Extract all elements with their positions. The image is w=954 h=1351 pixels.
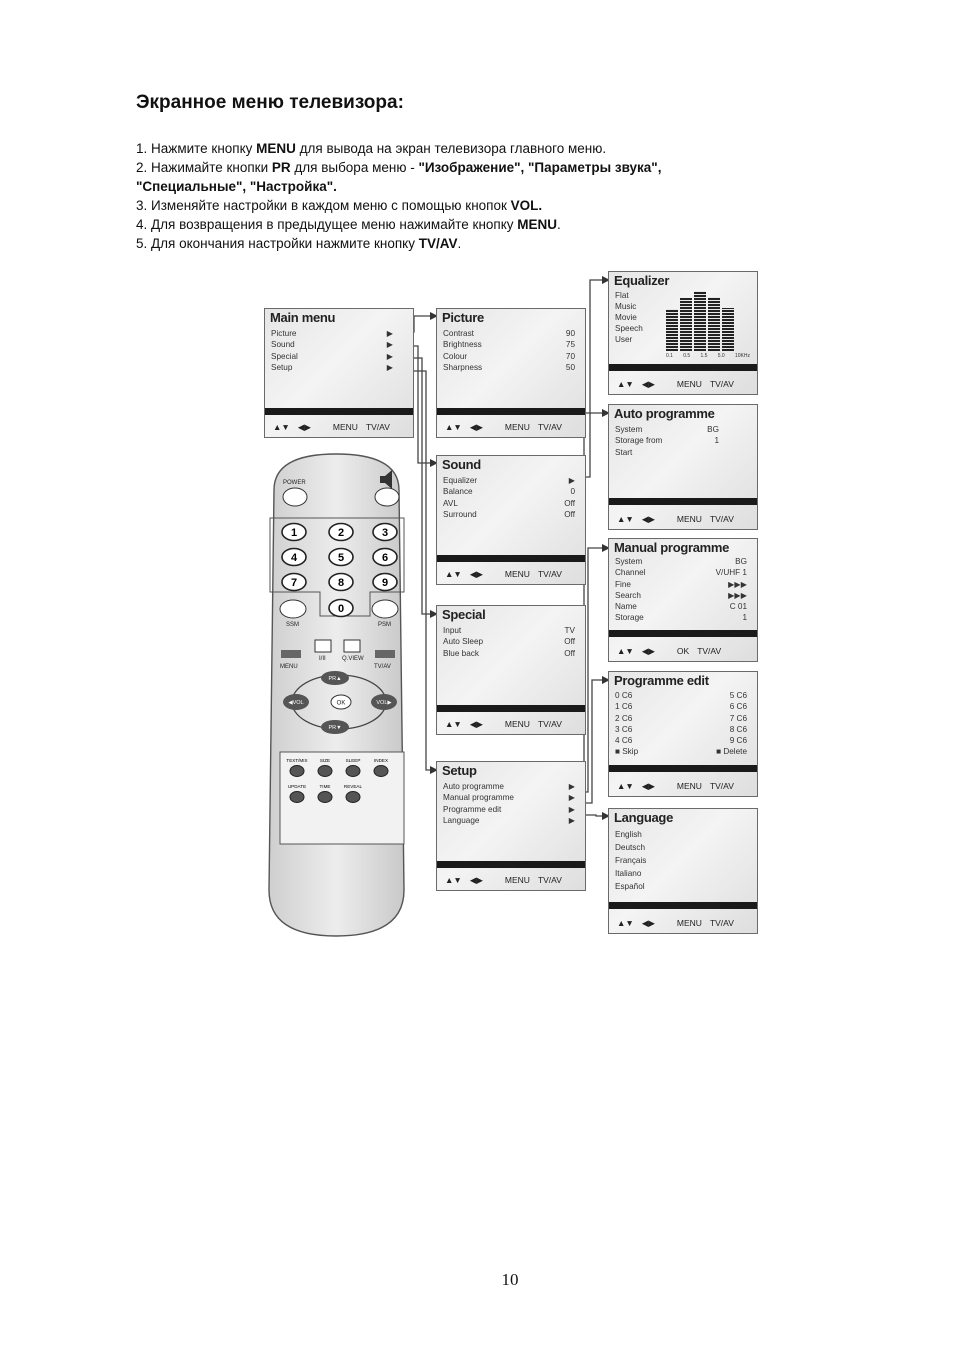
- up-down-nav-hint: ▲▼: [445, 422, 462, 432]
- menu-row-label: User: [615, 335, 633, 344]
- menu-row[interactable]: [615, 601, 747, 612]
- qview-button[interactable]: [344, 640, 360, 652]
- left-right-nav-hint: ◀▶: [641, 917, 655, 928]
- key-hint-2: TV/AV: [537, 422, 562, 432]
- menu-row-label: Language: [443, 815, 480, 825]
- key-hint-2: TV/AV: [709, 379, 734, 389]
- page-number: 10: [501, 1270, 519, 1289]
- menu-row-label: Balance: [443, 487, 473, 497]
- skip-label: ■ Skip: [615, 747, 639, 757]
- menu-row-label: Deutsch: [615, 843, 646, 852]
- language-menu-panel: [608, 808, 758, 934]
- panel-title: Programme edit: [614, 673, 709, 688]
- menu-row-value: Off: [564, 509, 575, 519]
- instruction-line: 1. Нажмите кнопку MENU для вывода на экран телевизора главного меню.: [136, 141, 607, 156]
- teletext-label: TEXT/MIX: [286, 758, 308, 763]
- menu-row-label: Special: [271, 351, 298, 361]
- menu-row-value: ▶: [568, 782, 575, 791]
- menu-row-value: V/UHF 1: [715, 568, 747, 578]
- menu-row-label: Italiano: [615, 869, 642, 878]
- programme-entry[interactable]: 3 C6: [615, 724, 633, 734]
- band-label: 5.0: [717, 353, 725, 359]
- manual-programme-panel: [608, 538, 758, 662]
- menu-row[interactable]: [443, 486, 575, 497]
- menu-row-label: Brightness: [443, 340, 482, 350]
- menu-row[interactable]: [615, 590, 747, 601]
- panel-title: Special: [442, 607, 486, 622]
- left-right-nav-hint: ◀▶: [641, 513, 655, 524]
- left-right-nav-hint: ◀▶: [469, 718, 483, 729]
- menu-row-value: Off: [564, 648, 575, 658]
- panel-footer: [437, 873, 585, 887]
- programme-entry[interactable]: 8 C6: [729, 724, 747, 734]
- menu-row-value: 1: [742, 613, 747, 623]
- instruction-line: "Специальные", "Настройка".: [136, 179, 337, 194]
- programme-entry[interactable]: 4 C6: [615, 736, 633, 746]
- programme-entry[interactable]: 0 C6: [615, 691, 633, 700]
- key-hint-1: MENU: [504, 875, 530, 885]
- delete-label: ■ Delete: [716, 747, 747, 757]
- equalizer-band-bar: [666, 309, 678, 351]
- menu-row[interactable]: [443, 509, 575, 520]
- menu-row-value: ▶: [568, 804, 575, 814]
- menu-row-label: Input: [443, 626, 462, 635]
- menu-row[interactable]: [615, 567, 747, 578]
- qview-label: Q.VIEW: [342, 656, 364, 662]
- menu-row-value: 90: [565, 329, 575, 338]
- menu-row[interactable]: [443, 362, 575, 373]
- menu-row[interactable]: [443, 351, 575, 362]
- panel-title: Picture: [442, 310, 484, 325]
- panel-footer: [437, 420, 585, 434]
- programme-list-left: [615, 690, 676, 746]
- key-hint-1: MENU: [332, 422, 358, 432]
- teletext-label: SLEEP: [345, 758, 361, 763]
- menu-row-value: BG: [735, 557, 747, 566]
- programme-entry[interactable]: 6 C6: [729, 702, 747, 712]
- menu-row-label: Auto Sleep: [443, 637, 484, 647]
- digit-label: 2: [337, 527, 345, 539]
- tvav-button[interactable]: [375, 650, 395, 658]
- auto-programme-panel: [608, 404, 758, 530]
- band-label: 0.5: [683, 353, 691, 359]
- menu-row-value: C 01: [729, 602, 747, 612]
- menu-row-label: English: [615, 830, 642, 839]
- menu-button[interactable]: [281, 650, 301, 658]
- menu-row[interactable]: [615, 612, 747, 623]
- mute-button[interactable]: [375, 488, 399, 506]
- teletext-button[interactable]: [290, 792, 304, 803]
- programme-list-right: [686, 690, 747, 746]
- teletext-button[interactable]: [318, 766, 332, 777]
- menu-row[interactable]: [271, 351, 393, 362]
- teletext-button[interactable]: [374, 766, 388, 777]
- menu-row-label: Manual programme: [443, 793, 514, 803]
- menu-row-label: Storage: [615, 613, 644, 623]
- key-hint-2: TV/AV: [709, 514, 734, 524]
- digit-label: 9: [381, 577, 389, 589]
- menu-row-label: Programme edit: [443, 804, 502, 814]
- menu-row-label: Sharpness: [443, 362, 483, 372]
- panel-title: Main menu: [270, 310, 336, 325]
- remote-control: [264, 450, 409, 938]
- up-down-nav-hint: ▲▼: [273, 422, 290, 432]
- menu-row-value: ▶▶▶: [728, 590, 747, 600]
- special-menu-panel: [436, 605, 586, 735]
- band-label: 0.1: [666, 353, 673, 359]
- menu-row-label: Movie: [615, 313, 637, 322]
- vol-right-label: VOL▶: [376, 700, 392, 706]
- menu-row-label: Channel: [615, 568, 646, 578]
- menu-row-label: System: [615, 557, 643, 566]
- menu-row-label: Start: [615, 447, 633, 457]
- left-right-nav-hint: ◀▶: [641, 378, 655, 389]
- menu-row-value: 1: [714, 436, 719, 446]
- key-hint-2: TV/AV: [537, 719, 562, 729]
- pr-down-label: PR▼: [328, 725, 342, 731]
- left-right-nav-hint: ◀▶: [641, 780, 655, 791]
- menu-row-value: Off: [564, 637, 575, 647]
- ssm-button[interactable]: [280, 600, 306, 618]
- panel-footer: [609, 512, 757, 526]
- menu-row[interactable]: [443, 636, 575, 647]
- panel-footer: [609, 779, 757, 793]
- menu-row-label: Setup: [271, 362, 293, 372]
- menu-row[interactable]: [443, 475, 575, 486]
- teletext-button[interactable]: [346, 766, 360, 777]
- equalizer-band-bar: [680, 298, 692, 351]
- menu-row[interactable]: [443, 648, 575, 659]
- up-down-nav-hint: ▲▼: [617, 781, 634, 791]
- panel-title: Auto programme: [614, 406, 715, 421]
- menu-row-label: AVL: [443, 498, 458, 508]
- teletext-button[interactable]: [346, 792, 360, 803]
- menu-row-label: Fine: [615, 579, 631, 589]
- menu-row-value: BG: [707, 425, 719, 434]
- menu-row-label: Name: [615, 602, 637, 612]
- menu-row-value: ▶: [568, 476, 575, 485]
- menu-row-value: ▶▶▶: [728, 579, 747, 589]
- left-right-nav-hint: ◀▶: [469, 874, 483, 885]
- menu-row[interactable]: [443, 339, 575, 350]
- menu-row-value: ▶: [386, 340, 393, 350]
- menu-row-label: System: [615, 425, 643, 434]
- panel-title: Language: [614, 810, 673, 825]
- digit-label: 6: [381, 552, 389, 564]
- up-down-nav-hint: ▲▼: [617, 646, 634, 656]
- menu-row-label: Français: [615, 856, 647, 865]
- equalizer-band-labels: [666, 353, 750, 359]
- digit-label: 4: [290, 552, 298, 564]
- key-hint-1: OK: [676, 646, 690, 656]
- digit-label: 8: [337, 577, 345, 589]
- menu-label: MENU: [280, 664, 298, 670]
- programme-entry[interactable]: 9 C6: [729, 736, 747, 746]
- panel-footer: [609, 644, 757, 658]
- menu-row-value: ▶: [386, 329, 393, 338]
- key-hint-2: TV/AV: [537, 569, 562, 579]
- picture-menu-panel: [436, 308, 586, 438]
- instruction-line: 5. Для окончания настройки нажмите кнопку TV/AV.: [136, 236, 462, 251]
- menu-row[interactable]: [615, 841, 747, 854]
- teletext-label: TIME: [319, 784, 331, 789]
- key-hint-2: TV/AV: [709, 781, 734, 791]
- key-hint-1: MENU: [676, 514, 702, 524]
- mode-button-1[interactable]: [315, 640, 331, 652]
- menu-row-label: Music: [615, 302, 637, 311]
- menu-row[interactable]: [271, 328, 393, 339]
- panel-footer: [437, 717, 585, 731]
- panel-title: Setup: [442, 763, 477, 778]
- menu-row[interactable]: [443, 781, 575, 792]
- key-hint-2: TV/AV: [365, 422, 390, 432]
- menu-row[interactable]: [271, 362, 393, 373]
- key-hint-2: TV/AV: [697, 646, 722, 656]
- digit-label: 3: [381, 527, 389, 539]
- teletext-button[interactable]: [290, 766, 304, 777]
- menu-row-label: Surround: [443, 509, 477, 519]
- main-menu-panel: [264, 308, 414, 438]
- menu-row[interactable]: [615, 556, 747, 567]
- teletext-label: UPDATE: [287, 784, 307, 789]
- menu-row[interactable]: [443, 625, 575, 636]
- teletext-label: SIZE: [319, 758, 331, 763]
- up-down-nav-hint: ▲▼: [445, 569, 462, 579]
- left-right-nav-hint: ◀▶: [641, 645, 655, 656]
- panel-footer: [609, 916, 757, 930]
- instruction-line: 2. Нажимайте кнопки PR для выбора меню - "Изображение", "Параметры звука",: [136, 160, 662, 175]
- teletext-label: REVEAL: [343, 784, 363, 789]
- vol-left-label: ◀VOL: [288, 700, 304, 706]
- left-right-nav-hint: ◀▶: [469, 421, 483, 432]
- key-hint-1: MENU: [676, 918, 702, 928]
- menu-row[interactable]: [443, 498, 575, 509]
- key-hint-1: MENU: [676, 379, 702, 389]
- menu-row-value: ▶: [568, 815, 575, 825]
- panel-footer: [437, 567, 585, 581]
- menu-row-value: 50: [565, 362, 575, 372]
- menu-row[interactable]: [615, 447, 719, 458]
- up-down-nav-hint: ▲▼: [445, 719, 462, 729]
- menu-row[interactable]: [443, 804, 575, 815]
- power-button[interactable]: [283, 488, 307, 506]
- instruction-line: 3. Изменяйте настройки в каждом меню с помощью кнопок VOL.: [136, 198, 543, 213]
- menu-row-value: 0: [570, 487, 575, 497]
- menu-row-label: Speech: [615, 324, 643, 333]
- equalizer-band-bar: [694, 291, 706, 351]
- digit-label: 5: [337, 552, 345, 564]
- power-label: POWER: [283, 480, 306, 486]
- key-hint-2: TV/AV: [537, 875, 562, 885]
- menu-row[interactable]: [615, 424, 719, 435]
- menu-row-label: Blue back: [443, 648, 479, 658]
- panel-title: Sound: [442, 457, 481, 472]
- teletext-button[interactable]: [318, 792, 332, 803]
- panel-title: Equalizer: [614, 273, 670, 288]
- menu-row[interactable]: [615, 854, 747, 867]
- menu-row-label: Contrast: [443, 329, 474, 338]
- key-hint-1: MENU: [504, 569, 530, 579]
- ok-label: OK: [336, 700, 346, 707]
- menu-row[interactable]: [443, 328, 575, 339]
- teletext-label: INDEX: [373, 758, 389, 763]
- pr-up-label: PR▲: [328, 676, 342, 682]
- tvav-label: TV/AV: [374, 664, 391, 670]
- equalizer-band-bar: [722, 308, 734, 351]
- digit-label: 7: [290, 577, 298, 589]
- key-hint-1: MENU: [504, 422, 530, 432]
- menu-row-value: ▶: [386, 351, 393, 361]
- band-label: 1.5: [700, 353, 708, 359]
- menu-row-value: TV: [564, 626, 575, 635]
- menu-row-label: Auto programme: [443, 782, 504, 791]
- programme-entry[interactable]: 2 C6: [615, 713, 633, 723]
- menu-row-label: Flat: [615, 291, 629, 300]
- menu-row[interactable]: [443, 792, 575, 803]
- digit-label: 1: [290, 527, 298, 539]
- programme-entry[interactable]: 7 C6: [729, 713, 747, 723]
- panel-title: Manual programme: [614, 540, 730, 555]
- up-down-nav-hint: ▲▼: [445, 875, 462, 885]
- psm-label: PSM: [378, 622, 392, 628]
- left-right-nav-hint: ◀▶: [297, 421, 311, 432]
- programme-edit-panel: [608, 671, 758, 797]
- menu-row-value: ▶: [386, 362, 393, 372]
- page-title: Экранное меню телевизора:: [136, 92, 404, 113]
- band-label: 10KHz: [734, 353, 750, 359]
- menu-row-label: Equalizer: [443, 476, 478, 485]
- panel-footer: [609, 377, 757, 391]
- up-down-nav-hint: ▲▼: [617, 918, 634, 928]
- menu-row-label: Colour: [443, 351, 468, 361]
- menu-row-label: Storage from: [615, 436, 663, 446]
- menu-row-value: ▶: [568, 793, 575, 803]
- menu-row[interactable]: [271, 339, 393, 350]
- sound-menu-panel: [436, 455, 586, 585]
- up-down-nav-hint: ▲▼: [617, 514, 634, 524]
- key-hint-1: MENU: [504, 719, 530, 729]
- menu-row-value: Off: [564, 498, 575, 508]
- menu-row[interactable]: [615, 579, 747, 590]
- instruction-line: 4. Для возвращения в предыдущее меню нажимайте кнопку MENU.: [136, 217, 561, 232]
- menu-row-label: Picture: [271, 329, 297, 338]
- setup-menu-panel: [436, 761, 586, 891]
- psm-button[interactable]: [372, 600, 398, 618]
- panel-footer: [265, 420, 413, 434]
- menu-row-label: Search: [615, 590, 641, 600]
- menu-row[interactable]: [443, 815, 575, 826]
- menu-row-value: 75: [565, 340, 575, 350]
- key-hint-2: TV/AV: [709, 918, 734, 928]
- menu-row-label: Sound: [271, 340, 295, 350]
- menu-row-value: 70: [565, 351, 575, 361]
- programme-entry[interactable]: 1 C6: [615, 702, 633, 712]
- up-down-nav-hint: ▲▼: [617, 379, 634, 389]
- equalizer-menu-panel: [608, 271, 758, 395]
- ssm-label: SSM: [286, 622, 300, 628]
- menu-row[interactable]: [615, 828, 747, 841]
- menu-row-label: Español: [615, 882, 645, 891]
- programme-entry[interactable]: 5 C6: [729, 691, 747, 700]
- key-hint-1: MENU: [676, 781, 702, 791]
- equalizer-band-bar: [708, 297, 720, 351]
- equalizer-bars: [666, 289, 748, 351]
- mode-label-1: I/II: [319, 656, 326, 662]
- menu-row[interactable]: [615, 435, 719, 446]
- menu-row[interactable]: [615, 880, 747, 893]
- menu-row[interactable]: [615, 867, 747, 880]
- digit-label: 0: [337, 603, 345, 615]
- left-right-nav-hint: ◀▶: [469, 568, 483, 579]
